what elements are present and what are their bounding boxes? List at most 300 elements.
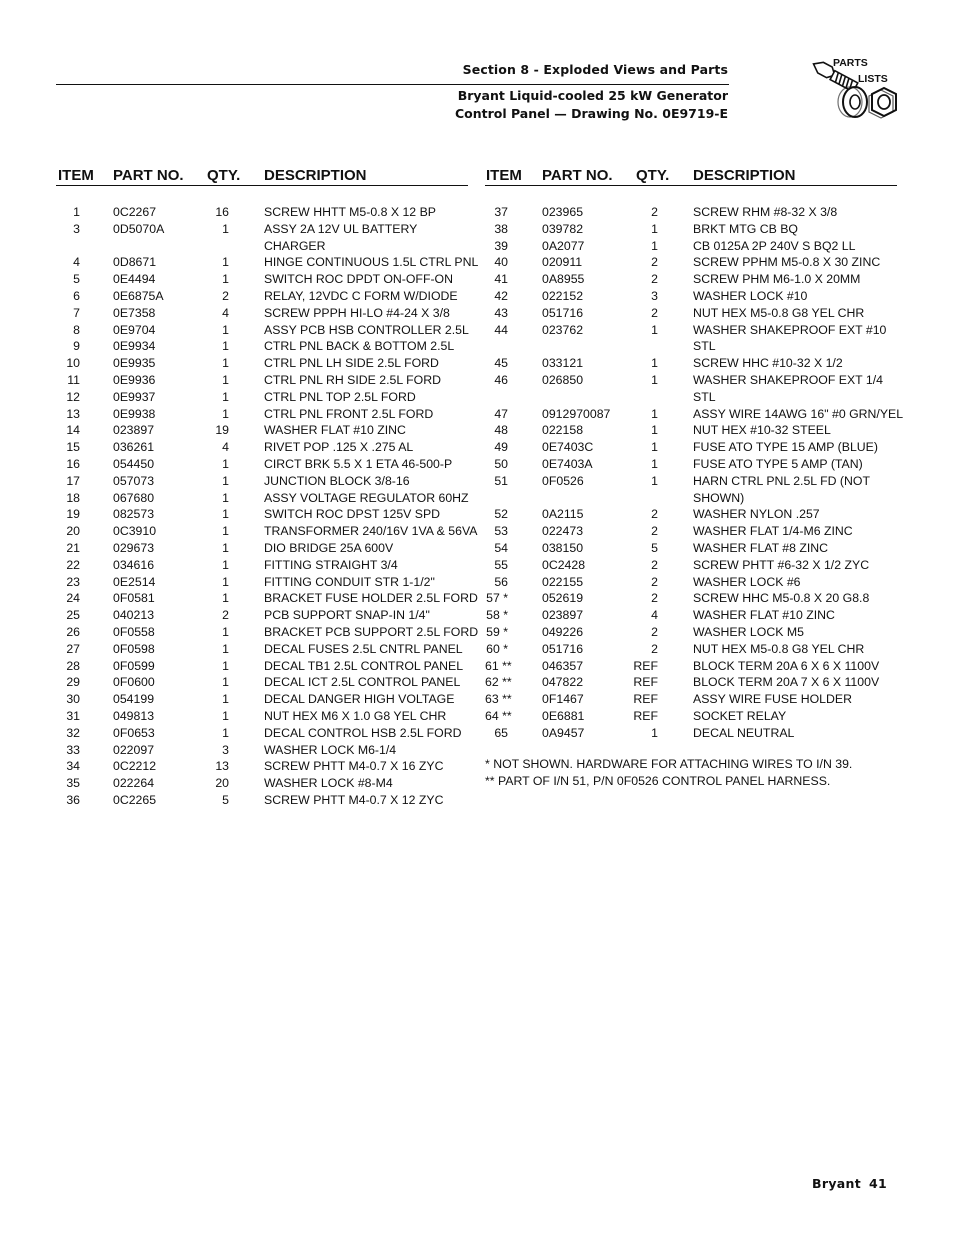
row-item: 3 bbox=[73, 221, 80, 236]
table-row bbox=[485, 708, 897, 725]
row-description: SCREW PHTT M4-0.7 X 12 ZYC bbox=[264, 792, 444, 807]
row-item: 47 bbox=[494, 406, 508, 421]
row-part-no: 022264 bbox=[113, 776, 155, 791]
row-qty: 16 bbox=[215, 205, 229, 219]
row-description: SWITCH ROC DPDT ON-OFF-ON bbox=[264, 272, 453, 287]
row-description: RELAY, 12VDC C FORM W/DIODE bbox=[264, 288, 458, 303]
row-part-no: 049226 bbox=[542, 624, 584, 639]
row-qty: 1 bbox=[222, 641, 229, 656]
row-part-no: 0E9936 bbox=[113, 372, 156, 387]
table-row bbox=[56, 624, 479, 641]
row-part-no: 023965 bbox=[542, 205, 584, 219]
row-description: SCREW HHC #10-32 X 1/2 bbox=[693, 356, 843, 371]
table-row bbox=[485, 574, 897, 591]
logo-text-lists: LISTS bbox=[858, 73, 888, 85]
row-part-no: 038150 bbox=[542, 540, 584, 555]
row-description: WASHER FLAT #8 ZINC bbox=[693, 540, 829, 555]
table-row bbox=[56, 590, 478, 607]
table-row bbox=[485, 725, 897, 742]
row-part-no: 0F0526 bbox=[542, 473, 584, 488]
row-description: NUT HEX M5-0.8 G8 YEL CHR bbox=[693, 305, 865, 320]
row-qty: 1 bbox=[222, 708, 229, 723]
row-part-no: 0F0600 bbox=[113, 675, 155, 690]
row-part-no: 0E7403A bbox=[542, 456, 593, 471]
row-qty: REF bbox=[633, 658, 658, 673]
row-qty: 1 bbox=[222, 356, 229, 371]
row-qty: 1 bbox=[222, 540, 229, 555]
row-part-no: 0A8955 bbox=[542, 272, 585, 287]
row-description: DECAL TB1 2.5L CONTROL PANEL bbox=[264, 658, 464, 673]
row-item: 26 bbox=[66, 624, 80, 639]
row-item: 20 bbox=[66, 524, 80, 539]
row-item: 30 bbox=[66, 692, 80, 707]
row-description: SOCKET RELAY bbox=[693, 708, 787, 723]
row-qty: 1 bbox=[651, 356, 658, 371]
table-row bbox=[485, 607, 897, 624]
row-qty: 1 bbox=[222, 507, 229, 522]
row-qty: 2 bbox=[651, 557, 658, 572]
table-row bbox=[56, 439, 468, 456]
row-item: 49 bbox=[494, 440, 508, 455]
section-title: Section 8 - Exploded Views and Parts bbox=[462, 62, 728, 77]
row-description: SCREW PPPH HI-LO #4-24 X 3/8 bbox=[264, 305, 450, 320]
table-row bbox=[485, 658, 897, 675]
row-part-no: 0F1467 bbox=[542, 692, 584, 707]
logo-text-parts: PARTS bbox=[833, 57, 868, 69]
row-description: FUSE ATO TYPE 5 AMP (TAN) bbox=[693, 456, 863, 471]
row-qty: 2 bbox=[651, 305, 658, 320]
row-part-no: 0E2514 bbox=[113, 574, 156, 589]
row-qty: 2 bbox=[651, 205, 658, 219]
row-item: 34 bbox=[66, 759, 80, 774]
table-row bbox=[485, 557, 897, 574]
table-row bbox=[56, 490, 468, 507]
row-part-no: 022155 bbox=[542, 574, 584, 589]
row-item: 19 bbox=[66, 507, 80, 522]
row-qty: 1 bbox=[222, 557, 229, 572]
row-part-no: 0E9937 bbox=[113, 389, 156, 404]
table-row bbox=[56, 742, 468, 759]
row-qty: 2 bbox=[222, 288, 229, 303]
row-part-no: 051716 bbox=[542, 641, 584, 656]
row-part-no: 0A2115 bbox=[542, 507, 584, 522]
row-qty: 2 bbox=[651, 507, 658, 522]
table-row bbox=[485, 389, 897, 406]
row-description: SCREW RHM #8-32 X 3/8 bbox=[693, 205, 838, 219]
row-item: 33 bbox=[66, 742, 80, 757]
row-description: NUT HEX M5-0.8 G8 YEL CHR bbox=[693, 641, 865, 656]
row-description: BLOCK TERM 20A 6 X 6 X 1100V bbox=[693, 658, 880, 673]
row-part-no: 0E9938 bbox=[113, 406, 156, 421]
table-row bbox=[56, 422, 468, 439]
row-description: HARN CTRL PNL 2.5L FD (NOT bbox=[693, 473, 870, 488]
row-description: WASHER LOCK #6 bbox=[693, 574, 801, 589]
row-description: FUSE ATO TYPE 15 AMP (BLUE) bbox=[693, 440, 878, 455]
row-item: 56 bbox=[494, 574, 508, 589]
row-qty: 2 bbox=[651, 524, 658, 539]
col-header-qty: QTY. bbox=[636, 167, 670, 184]
row-qty: 1 bbox=[222, 272, 229, 287]
row-item: 63 ** bbox=[485, 692, 512, 707]
table-row bbox=[56, 775, 468, 792]
row-qty: 1 bbox=[222, 725, 229, 740]
table-row bbox=[485, 422, 897, 439]
row-description: WASHER SHAKEPROOF EXT 1/4 bbox=[693, 372, 883, 387]
row-qty: 20 bbox=[215, 776, 229, 791]
row-part-no: 0F0581 bbox=[113, 591, 155, 606]
row-qty: 1 bbox=[222, 473, 229, 488]
table-row bbox=[56, 658, 468, 675]
row-description: DECAL FUSES 2.5L CNTRL PANEL bbox=[264, 641, 463, 656]
row-qty: 1 bbox=[222, 406, 229, 421]
drawing-title bbox=[455, 87, 728, 123]
footer-brand: Bryant bbox=[812, 1176, 861, 1191]
table-row bbox=[56, 574, 468, 591]
table-row bbox=[485, 674, 897, 691]
row-part-no: 049813 bbox=[113, 708, 155, 723]
row-part-no: 0C2267 bbox=[113, 205, 157, 219]
row-description: CB 0125A 2P 240V S BQ2 LL bbox=[693, 238, 856, 253]
row-part-no: 022158 bbox=[542, 423, 584, 438]
table-row bbox=[56, 322, 468, 339]
row-qty: 2 bbox=[222, 608, 229, 623]
row-item: 18 bbox=[66, 490, 80, 505]
table-row bbox=[485, 691, 897, 708]
row-qty: 1 bbox=[651, 725, 658, 740]
row-qty: 5 bbox=[222, 792, 229, 807]
row-part-no: 023897 bbox=[113, 423, 155, 438]
footnote: * NOT SHOWN. HARDWARE FOR ATTACHING WIRES TO I/N 39. bbox=[485, 757, 853, 771]
row-item: 24 bbox=[66, 591, 80, 606]
row-qty: 1 bbox=[222, 658, 229, 673]
row-description: NUT HEX M6 X 1.0 G8 YEL CHR bbox=[264, 708, 447, 723]
row-qty: 1 bbox=[222, 574, 229, 589]
row-part-no: 0A2077 bbox=[542, 238, 585, 253]
table-row bbox=[485, 221, 897, 238]
table-row bbox=[485, 456, 897, 473]
row-item: 25 bbox=[66, 608, 80, 623]
row-item: 44 bbox=[494, 322, 508, 337]
row-part-no: 026850 bbox=[542, 372, 584, 387]
row-part-no: 0912970087 bbox=[542, 406, 611, 421]
row-description: FITTING CONDUIT STR 1-1/2" bbox=[264, 574, 435, 589]
row-description: STL bbox=[693, 389, 716, 404]
row-description: WASHER LOCK #8-M4 bbox=[264, 776, 393, 791]
row-qty: 2 bbox=[651, 255, 658, 270]
table-row bbox=[485, 322, 897, 339]
row-qty: 3 bbox=[222, 742, 229, 757]
row-item: 39 bbox=[494, 238, 508, 253]
row-description: WASHER LOCK #10 bbox=[693, 288, 808, 303]
table-header-left bbox=[56, 165, 468, 186]
row-description: SCREW HHTT M5-0.8 X 12 BP bbox=[264, 205, 436, 219]
row-description: JUNCTION BLOCK 3/8-16 bbox=[264, 473, 410, 488]
row-description: CTRL PNL TOP 2.5L FORD bbox=[264, 389, 416, 404]
row-item: 54 bbox=[494, 540, 508, 555]
row-item: 31 bbox=[66, 708, 80, 723]
row-qty: 19 bbox=[215, 423, 229, 438]
rows-left bbox=[56, 204, 479, 809]
table-row bbox=[485, 641, 897, 658]
row-part-no: 0E4494 bbox=[113, 272, 156, 287]
table-row bbox=[56, 792, 468, 809]
row-part-no: 039782 bbox=[542, 221, 584, 236]
row-description: PCB SUPPORT SNAP-IN 1/4" bbox=[264, 608, 430, 623]
table-row bbox=[56, 204, 468, 221]
col-header-description: DESCRIPTION bbox=[693, 167, 796, 184]
row-item: 22 bbox=[66, 557, 80, 572]
row-qty: 2 bbox=[651, 574, 658, 589]
row-item: 51 bbox=[494, 473, 508, 488]
row-qty: 1 bbox=[651, 406, 658, 421]
parts-table-left bbox=[56, 165, 479, 807]
row-qty: 1 bbox=[222, 456, 229, 471]
table-row bbox=[485, 406, 904, 423]
row-qty: 2 bbox=[651, 591, 658, 606]
table-row bbox=[56, 271, 468, 288]
row-part-no: 067680 bbox=[113, 490, 155, 505]
row-description: SCREW PHM M6-1.0 X 20MM bbox=[693, 272, 861, 287]
row-part-no: 054450 bbox=[113, 456, 155, 471]
row-item: 61 ** bbox=[485, 658, 512, 673]
table-row bbox=[56, 758, 468, 775]
row-item: 13 bbox=[66, 406, 80, 421]
table-row bbox=[485, 540, 897, 557]
row-description: WASHER FLAT #10 ZINC bbox=[693, 608, 835, 623]
table-row bbox=[56, 406, 468, 423]
col-header-part-no: PART NO. bbox=[542, 167, 613, 184]
row-part-no: 0F0558 bbox=[113, 624, 155, 639]
row-part-no: 023897 bbox=[542, 608, 584, 623]
table-row bbox=[485, 372, 897, 389]
row-qty: 4 bbox=[222, 440, 229, 455]
row-item: 45 bbox=[494, 356, 508, 371]
row-qty: REF bbox=[633, 708, 658, 723]
row-description: DECAL CONTROL HSB 2.5L FORD bbox=[264, 725, 462, 740]
table-row bbox=[485, 305, 897, 322]
row-qty: 1 bbox=[222, 322, 229, 337]
table-row bbox=[485, 338, 897, 355]
row-qty: 1 bbox=[651, 372, 658, 387]
drawing-title-line1: Bryant Liquid-cooled 25 kW Generator bbox=[457, 88, 728, 103]
col-header-item: ITEM bbox=[486, 167, 522, 184]
row-qty: 1 bbox=[651, 221, 658, 236]
row-item: 8 bbox=[73, 322, 80, 337]
row-part-no: 023762 bbox=[542, 322, 584, 337]
row-description: SCREW PPHM M5-0.8 X 30 ZINC bbox=[693, 255, 881, 270]
col-header-part-no: PART NO. bbox=[113, 167, 184, 184]
row-part-no: 040213 bbox=[113, 608, 155, 623]
row-part-no: 0E6875A bbox=[113, 288, 164, 303]
table-row bbox=[56, 389, 468, 406]
row-item: 35 bbox=[66, 776, 80, 791]
table-row bbox=[485, 590, 897, 607]
row-part-no: 0F0599 bbox=[113, 658, 155, 673]
table-row bbox=[485, 523, 897, 540]
row-item: 36 bbox=[66, 792, 80, 807]
row-description: BRKT MTG CB BQ bbox=[693, 221, 798, 236]
row-description: ASSY WIRE FUSE HOLDER bbox=[693, 692, 852, 707]
table-row bbox=[56, 506, 468, 523]
row-qty: 1 bbox=[222, 339, 229, 354]
row-qty: 1 bbox=[222, 524, 229, 539]
row-part-no: 022097 bbox=[113, 742, 155, 757]
row-part-no: 0E7358 bbox=[113, 305, 156, 320]
row-qty: 1 bbox=[222, 675, 229, 690]
row-part-no: 0E7403C bbox=[542, 440, 594, 455]
row-qty: 3 bbox=[651, 288, 658, 303]
table-row bbox=[56, 523, 478, 540]
table-row bbox=[56, 641, 468, 658]
row-item: 46 bbox=[494, 372, 508, 387]
row-qty: REF bbox=[633, 675, 658, 690]
row-item: 21 bbox=[66, 540, 80, 555]
table-row bbox=[56, 288, 468, 305]
table-row bbox=[56, 708, 468, 725]
table-row bbox=[56, 473, 468, 490]
table-row bbox=[56, 238, 468, 255]
row-description: ASSY VOLTAGE REGULATOR 60HZ bbox=[264, 490, 469, 505]
row-qty: 1 bbox=[651, 322, 658, 337]
footnote: ** PART OF I/N 51, P/N 0F0526 CONTROL PANEL HARNESS. bbox=[485, 774, 831, 788]
row-description: BRACKET FUSE HOLDER 2.5L FORD bbox=[264, 591, 478, 606]
row-description: NUT HEX #10-32 STEEL bbox=[693, 423, 831, 438]
row-item: 48 bbox=[494, 423, 508, 438]
row-item: 12 bbox=[66, 389, 80, 404]
row-part-no: 082573 bbox=[113, 507, 155, 522]
row-description: WASHER FLAT #10 ZINC bbox=[264, 423, 406, 438]
row-description: BLOCK TERM 20A 7 X 6 X 1100V bbox=[693, 675, 880, 690]
table-row bbox=[485, 624, 897, 641]
row-item: 17 bbox=[66, 473, 80, 488]
row-description: STL bbox=[693, 339, 716, 354]
row-item: 59 * bbox=[486, 624, 508, 639]
row-description: SCREW PHTT #6-32 X 1/2 ZYC bbox=[693, 557, 870, 572]
rows-right bbox=[485, 204, 904, 742]
table-row bbox=[485, 204, 897, 221]
row-item: 42 bbox=[494, 288, 508, 303]
row-description: ASSY PCB HSB CONTROLLER 2.5L bbox=[264, 322, 469, 337]
row-item: 10 bbox=[66, 356, 80, 371]
row-part-no: 0D8671 bbox=[113, 255, 157, 270]
row-description: CIRCT BRK 5.5 X 1 ETA 46-500-P bbox=[264, 456, 453, 471]
row-part-no: 0F0598 bbox=[113, 641, 155, 656]
table-row bbox=[485, 355, 897, 372]
row-description: FITTING STRAIGHT 3/4 bbox=[264, 557, 398, 572]
row-description: WASHER NYLON .257 bbox=[693, 507, 820, 522]
row-part-no: 022152 bbox=[542, 288, 584, 303]
row-part-no: 029673 bbox=[113, 540, 155, 555]
row-description: CHARGER bbox=[264, 238, 326, 253]
table-header-right bbox=[485, 165, 897, 186]
row-description: CTRL PNL BACK & BOTTOM 2.5L bbox=[264, 339, 455, 354]
table-row bbox=[485, 490, 897, 507]
row-item: 16 bbox=[66, 456, 80, 471]
row-description: CTRL PNL FRONT 2.5L FORD bbox=[264, 406, 434, 421]
row-item: 58 * bbox=[486, 608, 508, 623]
row-description: WASHER LOCK M5 bbox=[693, 624, 804, 639]
row-qty: 1 bbox=[222, 221, 229, 236]
row-part-no: 052619 bbox=[542, 591, 584, 606]
table-row bbox=[56, 607, 468, 624]
row-description: ASSY 2A 12V UL BATTERY bbox=[264, 221, 418, 236]
row-item: 5 bbox=[73, 272, 80, 287]
row-item: 55 bbox=[494, 557, 508, 572]
row-part-no: 034616 bbox=[113, 557, 155, 572]
table-row bbox=[485, 288, 897, 305]
table-row bbox=[56, 540, 468, 557]
table-row bbox=[56, 557, 468, 574]
row-qty: REF bbox=[633, 692, 658, 707]
row-item: 53 bbox=[494, 524, 508, 539]
row-item: 11 bbox=[67, 372, 80, 387]
row-part-no: 0C3910 bbox=[113, 524, 157, 539]
row-description: DECAL ICT 2.5L CONTROL PANEL bbox=[264, 675, 461, 690]
row-description: SHOWN) bbox=[693, 490, 745, 505]
row-description: SWITCH ROC DPST 125V SPD bbox=[264, 507, 441, 522]
row-part-no: 036261 bbox=[113, 440, 155, 455]
row-description: DECAL DANGER HIGH VOLTAGE bbox=[264, 692, 455, 707]
row-qty: 2 bbox=[651, 272, 658, 287]
row-part-no: 0A9457 bbox=[542, 725, 585, 740]
row-item: 60 * bbox=[486, 641, 508, 656]
row-item: 6 bbox=[73, 288, 80, 303]
table-row bbox=[56, 305, 468, 322]
row-description: SCREW PHTT M4-0.7 X 16 ZYC bbox=[264, 759, 444, 774]
row-description: ASSY WIRE 14AWG 16" #0 GRN/YEL bbox=[693, 406, 904, 421]
row-item: 28 bbox=[66, 658, 80, 673]
row-description: HINGE CONTINUOUS 1.5L CTRL PNL bbox=[264, 255, 479, 270]
row-qty: 2 bbox=[651, 624, 658, 639]
row-part-no: 0C2212 bbox=[113, 759, 157, 774]
row-qty: 1 bbox=[222, 255, 229, 270]
row-qty: 1 bbox=[651, 238, 658, 253]
row-qty: 1 bbox=[222, 624, 229, 639]
row-description: CTRL PNL RH SIDE 2.5L FORD bbox=[264, 372, 441, 387]
row-part-no: 046357 bbox=[542, 658, 584, 673]
row-item: 50 bbox=[494, 456, 508, 471]
row-part-no: 054199 bbox=[113, 692, 155, 707]
row-description: WASHER LOCK M6-1/4 bbox=[264, 742, 397, 757]
row-qty: 4 bbox=[651, 608, 658, 623]
col-header-item: ITEM bbox=[58, 167, 94, 184]
table-row bbox=[56, 691, 468, 708]
table-row bbox=[56, 674, 468, 691]
table-row bbox=[56, 338, 468, 355]
row-qty: 1 bbox=[222, 692, 229, 707]
col-header-description: DESCRIPTION bbox=[264, 167, 367, 184]
table-row bbox=[56, 456, 468, 473]
row-part-no: 0E9934 bbox=[113, 339, 156, 354]
col-header-qty: QTY. bbox=[207, 167, 241, 184]
row-description: WASHER FLAT 1/4-M6 ZINC bbox=[693, 524, 853, 539]
row-part-no: 020911 bbox=[542, 255, 583, 270]
table-row bbox=[56, 372, 468, 389]
row-part-no: 0D5070A bbox=[113, 221, 165, 236]
row-description: RIVET POP .125 X .275 AL bbox=[264, 440, 414, 455]
row-item: 52 bbox=[494, 507, 508, 522]
parts-table-right bbox=[485, 165, 904, 788]
table-row bbox=[485, 238, 897, 255]
row-item: 62 ** bbox=[485, 675, 512, 690]
row-description: CTRL PNL LH SIDE 2.5L FORD bbox=[264, 356, 439, 371]
page-footer bbox=[812, 1176, 887, 1191]
row-qty: 1 bbox=[222, 591, 229, 606]
row-item: 64 ** bbox=[485, 708, 512, 723]
row-part-no: 0C2265 bbox=[113, 792, 157, 807]
page-number: 41 bbox=[869, 1176, 887, 1191]
row-part-no: 022473 bbox=[542, 524, 584, 539]
